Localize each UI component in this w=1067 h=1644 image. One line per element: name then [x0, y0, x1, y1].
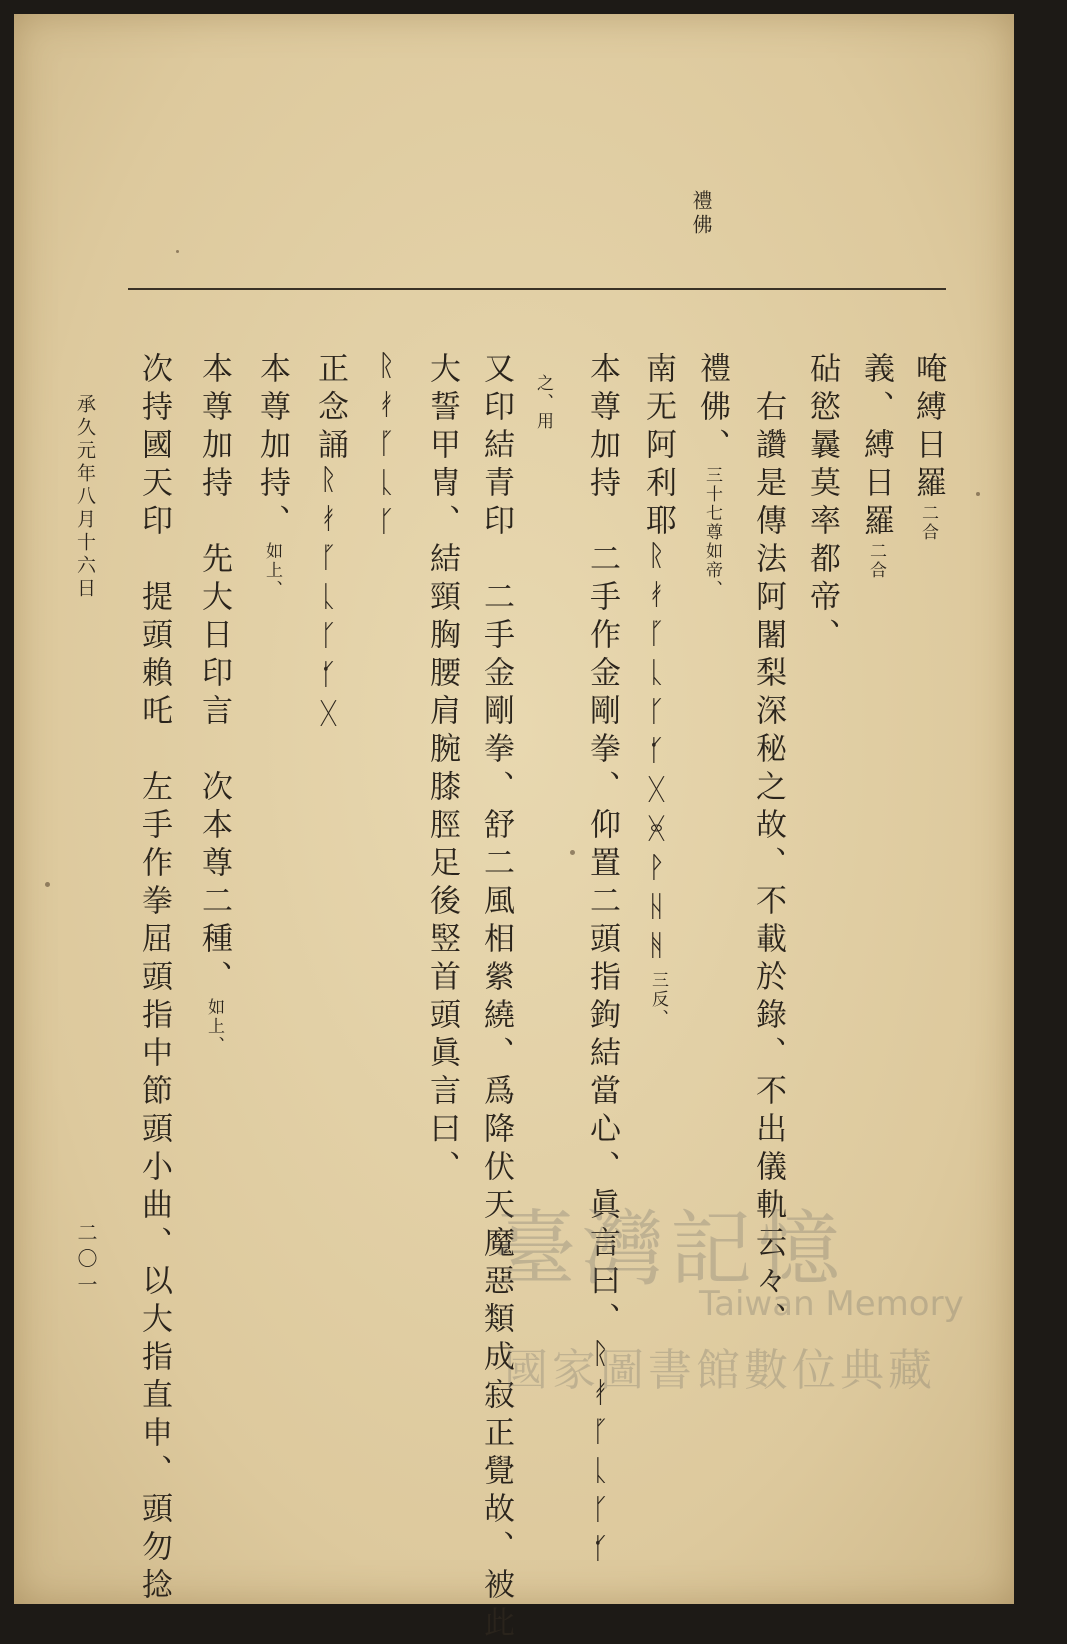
paper-speck [45, 882, 50, 887]
siddham-mantra: ᚱᚯᚵᚳᚴᚶᚷᚸᚹᚺᚻ [641, 542, 675, 971]
library-watermark [484, 1184, 964, 1414]
text-column-12 [312, 352, 348, 1582]
column-text: 義、縛日羅 [858, 352, 894, 542]
column-text: 南无阿利耶 [640, 352, 676, 542]
column-text: 砧慾曩莫率都帝、 [804, 352, 840, 656]
page-number: 二〇一 [74, 1222, 98, 1300]
interlinear-note: 二合 [918, 504, 938, 542]
column-text: 之、用 [533, 374, 553, 431]
paper-speck [976, 492, 980, 496]
text-column-13 [254, 352, 290, 1582]
interlinear-note: 如上、 [204, 998, 224, 1055]
interlinear-note: 三反、 [648, 971, 668, 1028]
text-column-14 [196, 352, 232, 1582]
column-text: 禮佛、 [694, 352, 730, 466]
watermark-sub: 國家圖書館數位典藏 [504, 1345, 936, 1396]
text-column-15 [136, 352, 172, 1606]
text-column-11 [372, 352, 403, 1582]
running-header-title: 禮佛 [689, 190, 713, 238]
colophon-date: 承久元年八月十六日 [74, 394, 96, 601]
watermark-english: Taiwan Memory [699, 1284, 964, 1324]
header-rule [128, 288, 946, 290]
watermark-main: 臺灣記憶 [494, 1202, 847, 1297]
column-text: 正念誦 [312, 352, 348, 466]
column-text: 大誓甲冑、結頸胸腰肩腕膝脛足後竪首頭眞言曰、 [424, 352, 460, 1188]
document-page [14, 14, 1014, 1644]
text-column-10 [424, 352, 460, 1582]
column-text: 唵縛日羅 [910, 352, 946, 504]
paper-speck [570, 850, 575, 855]
paper-speck [176, 250, 179, 253]
siddham-mantra: ᚱᚯᚵᚳᚴᚶᚷ [313, 466, 347, 739]
column-text: 本尊加持、 [254, 352, 290, 542]
interlinear-note: 三十七尊如帝、 [702, 466, 722, 599]
interlinear-note: 二合 [866, 542, 886, 580]
siddham-mantra: ᚱᚯᚵᚳᚴᚶ [585, 1340, 619, 1574]
column-text: 又印結青印 二手金剛拳、舒二風相縈繞、爲降伏天魔惡類成寂正覺故、被此 [478, 352, 514, 1644]
interlinear-note: 如上、 [262, 542, 282, 599]
text-column-8 [534, 374, 551, 1604]
column-text: 本尊加持 先大日印言 次本尊二種、 [196, 352, 232, 998]
column-text: 右讚是傳法阿闍梨深秘之故、不載於錄、不出儀軌云々、 [750, 352, 786, 1340]
column-text: 次持國天印 提頭賴吒 左手作拳屈頭指中節頭小曲、以大指直申、頭勿捻 [136, 352, 172, 1606]
column-text: 本尊加持 二手作金剛拳、仰置二頭指鉤結當心、眞言曰、 [584, 352, 620, 1340]
siddham-mantra: ᚱᚯᚵᚳᚴ [371, 352, 405, 547]
